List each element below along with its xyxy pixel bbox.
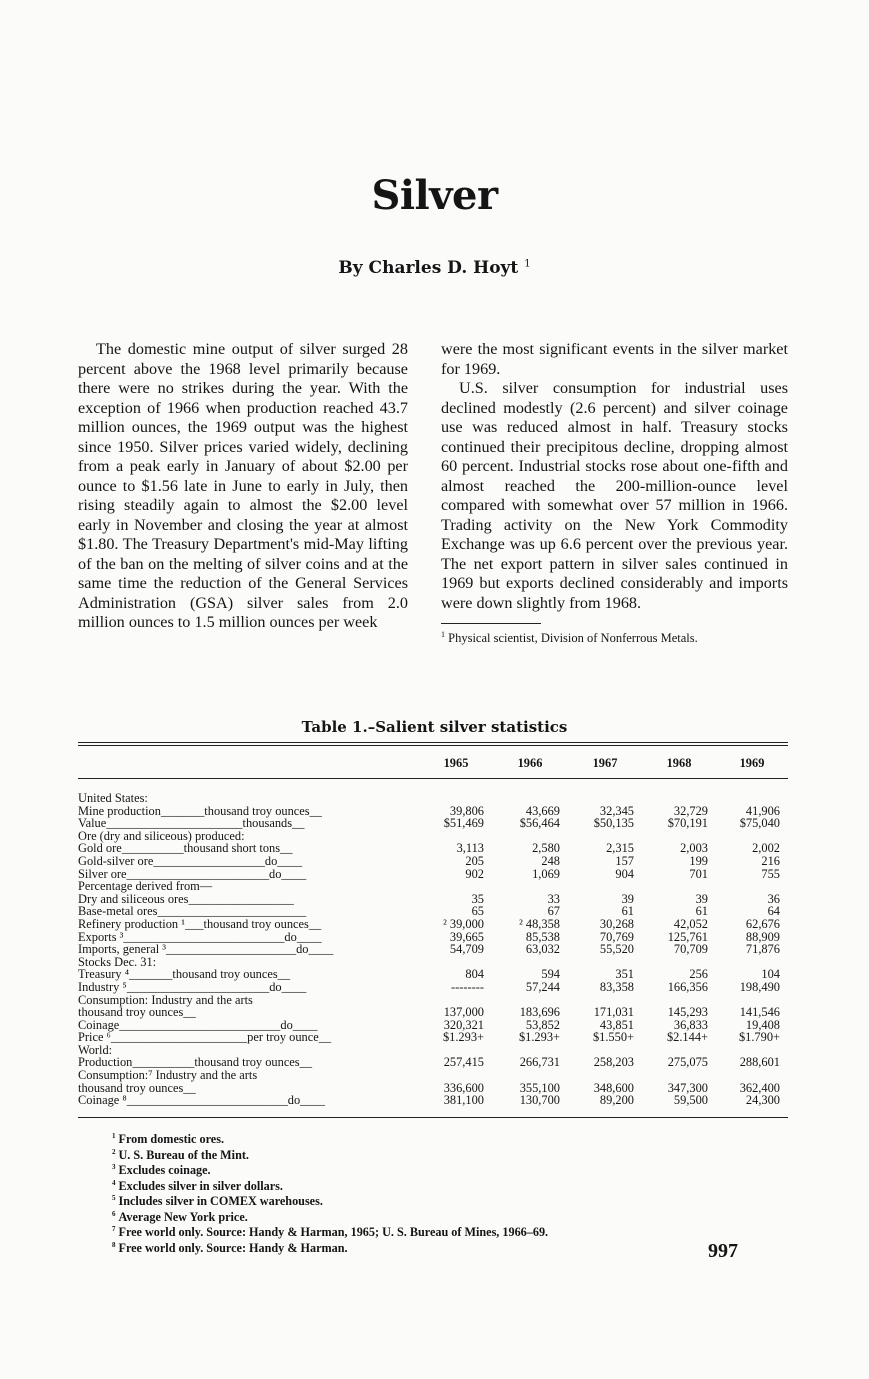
table-cell: 61	[621, 904, 634, 919]
byline-footnote-mark: 1	[524, 258, 531, 270]
row-label: Industry ⁵_______________________do____	[78, 979, 307, 994]
row-label: Imports, general ³_____________________do____	[78, 942, 334, 957]
table-cell	[642, 1069, 716, 1082]
table-cell: 39,665	[449, 929, 484, 944]
row-label: Consumption: Industry and the arts	[78, 992, 253, 1007]
table-cell: 362,400	[739, 1080, 780, 1095]
author-footnote	[441, 628, 788, 645]
table-cell: 67	[547, 904, 560, 919]
table-title: Table 1.–Salient silver statistics	[301, 718, 568, 736]
header-year: 1968	[666, 755, 692, 770]
footnote	[112, 1177, 548, 1193]
table-cell: 804	[465, 967, 484, 982]
footnote-text: Includes silver in COMEX warehouses.	[118, 1194, 323, 1209]
table-cell: 41,906	[745, 803, 780, 818]
table-cell: $1.293+	[442, 1030, 484, 1045]
table-cell: 256	[689, 967, 708, 982]
footnote-text: Free world only. Source: Handy & Harman, 1965; U. S. Bureau of Mines, 1966–69.	[118, 1225, 549, 1240]
header-year: 1965	[443, 755, 469, 770]
author-name: By Charles D. Hoyt	[338, 258, 519, 278]
table-cell: 351	[615, 967, 634, 982]
table-cell: 19,408	[745, 1017, 780, 1032]
table-cell: 320,321	[443, 1017, 484, 1032]
table-cell: 64	[767, 904, 780, 919]
table-cell: 35	[471, 891, 484, 906]
table-cell: 701	[689, 866, 708, 881]
table-row	[78, 855, 788, 868]
footnote-mark: 1	[112, 1132, 116, 1140]
table-cell: 904	[615, 866, 634, 881]
table-cell: 63,032	[525, 942, 560, 957]
row-label: thousand troy ounces__	[78, 1005, 196, 1020]
table-cell: $51,469	[443, 816, 484, 831]
header-year: 1967	[592, 755, 618, 770]
table-cell: 70,769	[599, 929, 634, 944]
table-cell: 59,500	[673, 1093, 708, 1108]
row-label: Coinage__________________________do____	[78, 1017, 318, 1032]
table-cell: 30,268	[599, 916, 634, 931]
table-cell	[642, 792, 716, 805]
footnotes	[112, 1130, 548, 1255]
footnote-text: U. S. Bureau of the Mint.	[118, 1147, 249, 1162]
table-row	[78, 943, 788, 956]
table-cell: $56,464	[519, 816, 560, 831]
table-cell: 55,520	[599, 942, 634, 957]
table-cell	[492, 1069, 568, 1082]
table-cell: 43,851	[599, 1017, 634, 1032]
table-cell: 347,300	[667, 1080, 708, 1095]
table-cell: 57,244	[525, 979, 560, 994]
footnote-text: Excludes coinage.	[118, 1163, 211, 1178]
table-cell: ² 48,358	[519, 916, 560, 931]
table-row	[78, 880, 788, 893]
table-cell: 755	[761, 866, 780, 881]
table-cell: 83,358	[599, 979, 634, 994]
table-cell: 348,600	[593, 1080, 634, 1095]
table-cell: 2,580	[532, 841, 560, 856]
table-cell	[568, 880, 642, 893]
table-cell: 1,069	[532, 866, 560, 881]
table-cell	[420, 880, 492, 893]
row-label: Gold-silver ore__________________do____	[78, 853, 303, 868]
table-row	[78, 918, 788, 931]
row-label: Price ⁶______________________per troy ounce__	[78, 1030, 332, 1045]
table-cell: 43,669	[525, 803, 560, 818]
table-cell: 199	[689, 853, 708, 868]
table-cell: 275,075	[667, 1055, 708, 1070]
table-cell: 2,002	[752, 841, 780, 856]
table-cell: $50,135	[593, 816, 634, 831]
footnote-divider	[441, 623, 541, 624]
table-cell	[492, 880, 568, 893]
footnote-mark: 6	[112, 1209, 116, 1218]
table-cell: 24,300	[745, 1093, 780, 1108]
row-label: Value______________________thousands__	[78, 816, 305, 831]
row-label: Base-metal ores________________________	[78, 904, 307, 919]
row-label: Mine production_______thousand troy ounces__	[78, 803, 322, 818]
table-cell: 54,709	[449, 942, 484, 957]
table-cell: 70,709	[673, 942, 708, 957]
table-bottom-rule	[78, 1117, 788, 1118]
table-cell: 183,696	[519, 1005, 560, 1020]
table-cell: 145,293	[667, 1005, 708, 1020]
table-cell	[420, 792, 492, 805]
table-cell: 336,600	[443, 1080, 484, 1095]
table-cell: 288,601	[739, 1055, 780, 1070]
table-cell: 257,415	[443, 1055, 484, 1070]
table-cell: 594	[541, 967, 560, 982]
table-cell: 157	[615, 853, 634, 868]
table-cell: 130,700	[519, 1093, 560, 1108]
byline	[0, 258, 869, 278]
row-label: Silver ore_______________________do____	[78, 866, 307, 881]
table-cell: 902	[465, 866, 484, 881]
table-cell: 248	[541, 853, 560, 868]
table-cell: $1.790+	[738, 1030, 780, 1045]
row-label: Coinage ⁸__________________________do____	[78, 1093, 325, 1108]
table-cell: 137,000	[443, 1005, 484, 1020]
table-cell: 65	[471, 904, 484, 919]
table-cell: 39	[695, 891, 708, 906]
table-cell: 216	[761, 853, 780, 868]
table-cell: $1.550+	[592, 1030, 634, 1045]
table-cell: 71,876	[745, 942, 780, 957]
table-cell: 171,031	[593, 1005, 634, 1020]
table-cell: 89,200	[599, 1093, 634, 1108]
table-row	[78, 1006, 788, 1019]
row-label: United States:	[78, 791, 148, 805]
page-number: 997	[708, 1240, 738, 1262]
footnote-text: Average New York price.	[118, 1209, 248, 1224]
table-body	[78, 778, 788, 1107]
row-label: Ore (dry and siliceous) produced:	[78, 828, 245, 843]
row-label: Percentage derived from—	[78, 879, 213, 894]
body-column-left	[78, 340, 408, 633]
body-paragraph-1: The domestic mine output of silver surged 28 percent above the 1968 level primarily because there were no strikes during the year. With the exception of 1966 when production reached 43.7 million ounces, the 1969 output was the highest since 1950. Silver prices varied widely, declining from a peak early in January of about $2.00 per ounce to $1.56 late in June to early in July, then rising steadily again to almost the $2.00 level early in November and closing the year at almost $1.80. The Treasury Department's mid-May lifting of the ban on the melting of silver coins and at the same time the reduction of the General Services Administration (GSA) silver sales from 2.0 million ounces to 1.5 million ounces per week	[78, 340, 408, 631]
row-label: World:	[78, 1042, 113, 1057]
footnote-mark: 7	[112, 1225, 116, 1234]
footnote	[112, 1161, 548, 1177]
footnote	[112, 1146, 548, 1162]
table-cell	[492, 792, 568, 805]
row-label: Gold ore__________thousand short tons__	[78, 841, 293, 856]
footnote	[112, 1130, 548, 1146]
table-cell	[420, 1069, 492, 1082]
footnote	[112, 1239, 548, 1255]
footnote-mark: 5	[112, 1194, 116, 1203]
table-cell: 125,761	[667, 929, 708, 944]
row-label: Exports ³__________________________do____	[78, 929, 322, 944]
table-cell	[568, 792, 642, 805]
row-label: Refinery production ¹___thousand troy ounces__	[78, 916, 322, 931]
table-cell: 62,676	[745, 916, 780, 931]
table-header-row	[78, 748, 788, 778]
table-row	[78, 1094, 788, 1107]
table-cell: 61	[695, 904, 708, 919]
footnote-mark: 4	[112, 1178, 116, 1187]
table-cell: $2.144+	[666, 1030, 708, 1045]
table-cell: 198,490	[739, 979, 780, 994]
row-label: Stocks Dec. 31:	[78, 954, 157, 969]
header-year: 1966	[517, 755, 543, 770]
table-cell: 104	[761, 967, 780, 982]
body-column-right	[441, 340, 788, 645]
table-cell: 355,100	[519, 1080, 560, 1095]
table-row	[78, 817, 788, 830]
body-paragraph-2: U.S. silver consumption for industrial uses declined modestly (2.6 percent) and silver coinage use was reduced almost in half. Treasury stocks continued their precipitous decline, dropping almost 60 percent. Industrial stocks rose about one-fifth and almost reached the 200-million-ounce level compared with somewhat over 57 million in 1966. Trading activity on the New York Commodity Exchange was up 6.6 percent over the previous year. The net export pattern in silver sales continued in 1969 but exports declined considerably and imports were down slightly from 1968.	[441, 379, 788, 612]
author-footnote-text: Physical scientist, Division of Nonferrous Metals.	[448, 631, 698, 646]
table-cell: 39	[621, 891, 634, 906]
table-cell: 205	[465, 853, 484, 868]
row-label: thousand troy ounces__	[78, 1080, 196, 1095]
table-top-rule-2	[78, 745, 788, 746]
table-top-rule	[78, 742, 788, 743]
row-label: Production__________thousand troy ounces__	[78, 1055, 313, 1070]
table-cell: 39,806	[449, 803, 484, 818]
table-cell: --------	[450, 979, 484, 994]
table-cell: 258,203	[593, 1055, 634, 1070]
footnote	[112, 1208, 548, 1224]
footnote-mark: 8	[112, 1240, 116, 1249]
table-row	[78, 981, 788, 994]
table-cell	[716, 792, 788, 805]
table-cell: $75,040	[739, 816, 780, 831]
row-label: Consumption:⁷ Industry and the arts	[78, 1068, 258, 1083]
table-cell: 33	[547, 891, 560, 906]
footnote	[112, 1192, 548, 1208]
table-cell: 42,052	[673, 916, 708, 931]
table-cell: 88,909	[745, 929, 780, 944]
table-cell: 32,345	[599, 803, 634, 818]
table-cell	[716, 880, 788, 893]
table-cell: 32,729	[673, 803, 708, 818]
table-cell: ² 39,000	[443, 916, 484, 931]
table-cell: 166,356	[667, 979, 708, 994]
footnote-mark: 3	[112, 1163, 116, 1172]
page-title: Silver	[371, 172, 498, 219]
table-cell: 141,546	[739, 1005, 780, 1020]
body-paragraph-1-continued: were the most significant events in the silver market for 1969.	[441, 340, 788, 378]
footnote-text: Free world only. Source: Handy & Harman.	[118, 1241, 348, 1255]
table-cell: 36,833	[673, 1017, 708, 1032]
table-cell: $70,191	[667, 816, 708, 831]
row-label: Treasury ⁴_______thousand troy ounces__	[78, 967, 291, 982]
table-cell	[568, 1069, 642, 1082]
table-cell: 53,852	[525, 1017, 560, 1032]
table-cell: 381,100	[443, 1093, 484, 1108]
table-cell: 2,315	[606, 841, 634, 856]
header-label	[78, 748, 420, 778]
table-cell: $1.293+	[518, 1030, 560, 1045]
header-year: 1969	[739, 755, 765, 770]
table-cell: 3,113	[456, 841, 484, 856]
table-row	[78, 792, 788, 805]
author-footnote-mark: 1	[441, 630, 445, 639]
footnote-mark: 2	[112, 1147, 116, 1156]
table-cell: 2,003	[680, 841, 708, 856]
table-cell: 266,731	[519, 1055, 560, 1070]
footnote-text: From domestic ores.	[118, 1132, 224, 1147]
table-cell: 85,538	[525, 929, 560, 944]
row-label: Dry and siliceous ores_________________	[78, 891, 294, 906]
footnote	[112, 1223, 548, 1239]
table-cell	[642, 880, 716, 893]
table-row	[78, 1069, 788, 1082]
footnote-text: Excludes silver in silver dollars.	[118, 1178, 283, 1193]
table-row	[78, 1031, 788, 1044]
salient-statistics-table	[78, 748, 788, 1107]
table-cell: 36	[767, 891, 780, 906]
table-cell	[716, 1069, 788, 1082]
